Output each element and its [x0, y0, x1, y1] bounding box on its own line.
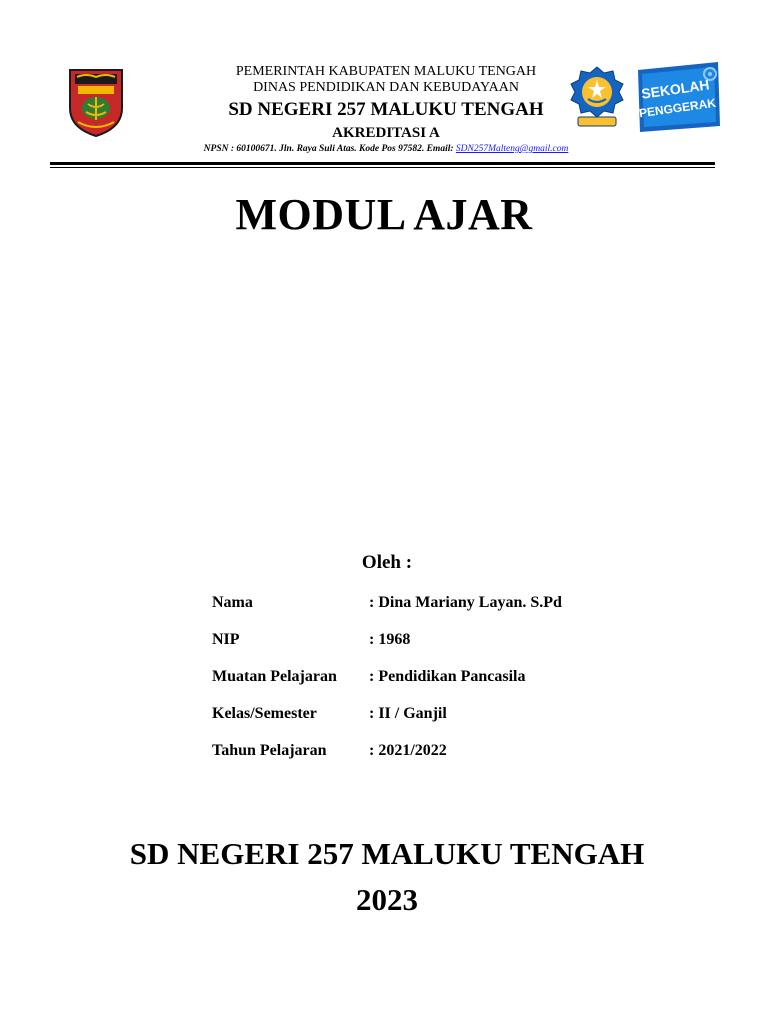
- footer-year: 2023: [356, 882, 418, 917]
- author-intro: Oleh :: [361, 552, 413, 573]
- info-label: Muatan Pelajaran: [212, 668, 337, 685]
- header-rule-thick: [50, 162, 715, 165]
- info-value: : II / Ganjil: [369, 705, 447, 722]
- info-value: : Pendidikan Pancasila: [369, 668, 526, 685]
- department-line: DINAS PENDIDIKAN DAN KEBUDAYAAN: [253, 80, 519, 95]
- sekolah-penggerak-logo: [636, 60, 722, 134]
- school-name-header: SD NEGERI 257 MALUKU TENGAH: [228, 99, 544, 120]
- info-row-academic-year: [212, 740, 632, 777]
- info-row-nip: [212, 629, 632, 666]
- info-label: Tahun Pelajaran: [212, 742, 327, 759]
- address-line: [160, 143, 612, 155]
- government-line: PEMERINTAH KABUPATEN MALUKU TENGAH: [235, 64, 537, 79]
- svg-text:PENGGERAK: PENGGERAK: [638, 95, 717, 121]
- info-label: Nama: [212, 594, 253, 611]
- footer-school-name: SD NEGERI 257 MALUKU TENGAH: [129, 836, 645, 871]
- info-label: NIP: [212, 631, 240, 648]
- accreditation-line: AKREDITASI A: [332, 125, 440, 141]
- email-link[interactable]: SDN257Malteng@gmail.com: [455, 144, 569, 154]
- info-row-subject: [212, 666, 632, 703]
- info-value: : Dina Mariany Layan. S.Pd: [369, 594, 562, 611]
- info-row-class-semester: [212, 703, 632, 740]
- header-rule-thin: [50, 167, 715, 168]
- info-label: Kelas/Semester: [212, 705, 317, 722]
- info-value: : 2021/2022: [369, 742, 447, 759]
- document-title: MODUL AJAR: [235, 190, 533, 239]
- author-info-table: [212, 592, 632, 777]
- tut-wuri-handayani-emblem-icon: [568, 65, 626, 129]
- info-row-name: [212, 592, 632, 629]
- info-value: : 1968: [369, 631, 411, 648]
- svg-text:SEKOLAH: SEKOLAH: [640, 76, 711, 102]
- address-text: NPSN : 60100671. Jln. Raya Suli Atas. Kode Pos 97582. Email:: [203, 144, 456, 154]
- maluku-tengah-regency-crest-icon: [66, 64, 126, 138]
